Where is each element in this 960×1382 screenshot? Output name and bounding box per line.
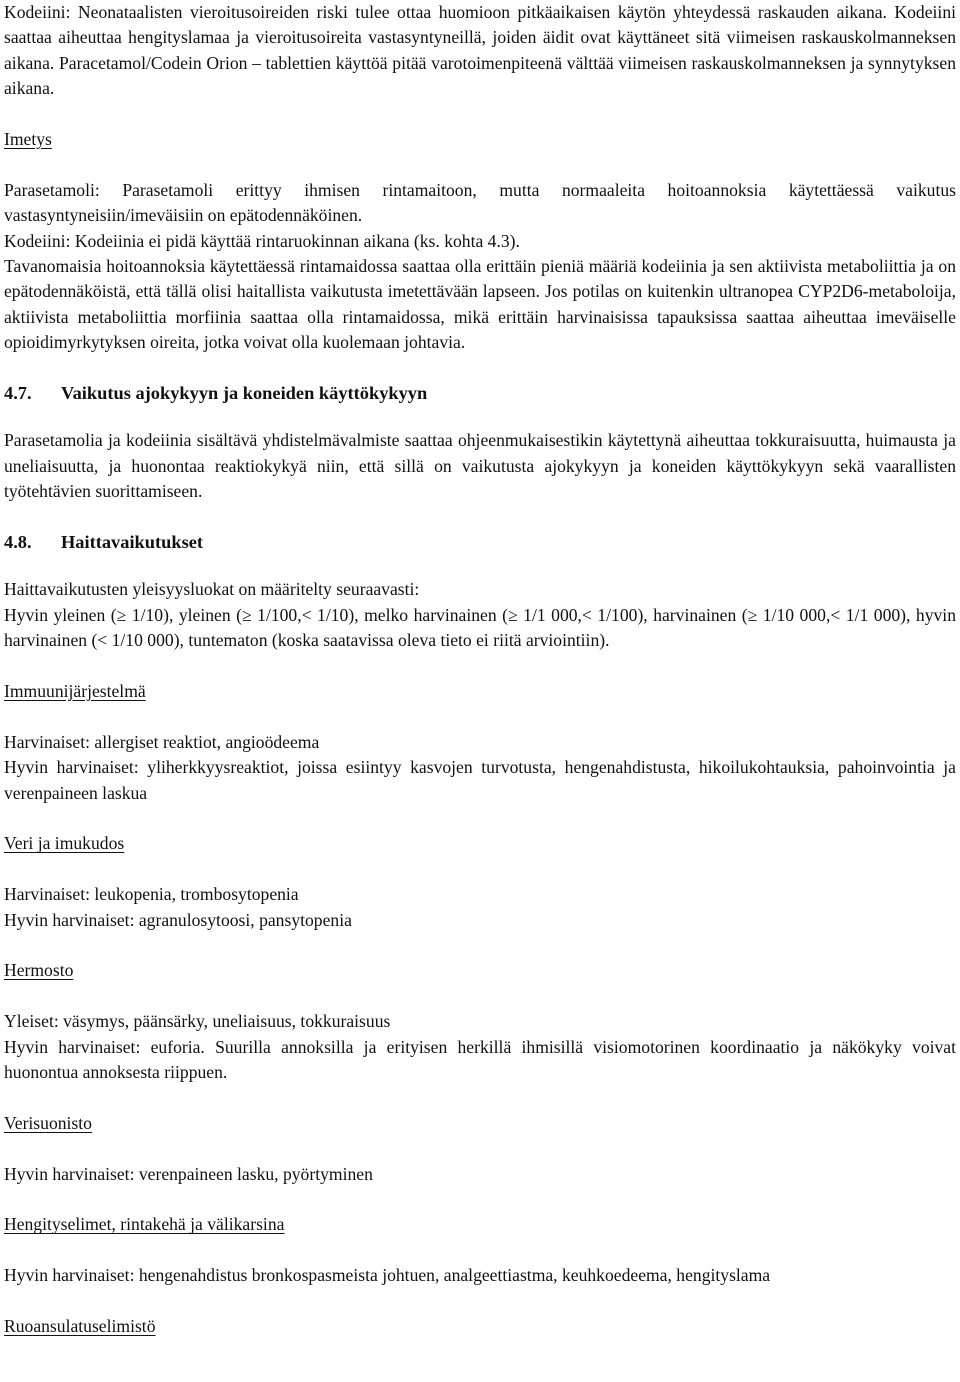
ruoansulatus-heading: Ruoansulatuselimistö [4,1316,156,1337]
imetys-paracetamol-paragraph: Parasetamoli: Parasetamoli erittyy ihmisen rintamaitoon, mutta normaaleita hoitoannoksia käytettäessä vaikutus vastasyntyneisiin/imeväisiin on epätodennäköinen. [4,179,956,226]
section-4-8-number: 4.8. [4,532,32,553]
hengitys-very-rare-line: Hyvin harvinaiset: hengenahdistus bronkospasmeista johtuen, analgeettiastma, keuhkoedeema, hengityslama [4,1265,771,1286]
imetys-codeine-paragraph: Kodeiini: Kodeiinia ei pidä käyttää rintaruokinnan aikana (ks. kohta 4.3). [4,230,520,251]
hermosto-very-rare-line: Hyvin harvinaiset: euforia. Suurilla annoksilla ja erityisen herkillä ihmisillä visiomotorinen koordinaatio ja näkökyky voivat huonontua annoksesta riippuen. [4,1036,956,1083]
immuuni-very-rare-line: Hyvin harvinaiset: yliherkkyysreaktiot, joissa esiintyy kasvojen turvotusta, hengenahdistusta, hikoilukohtauksia, pahoinvointia ja verenpaineen laskua [4,757,956,803]
section-4-7-title: Vaikutus ajokykyyn ja koneiden käyttökykyyn [61,383,428,404]
verisuonisto-very-rare-line: Hyvin harvinaiset: verenpaineen lasku, pyörtyminen [4,1163,373,1184]
veri-very-rare-line: Hyvin harvinaiset: agranulosytoosi, pansytopenia [4,909,352,930]
hermosto-common-line: Yleiset: väsymys, päänsärky, uneliaisuus, tokkuraisuus [4,1011,391,1032]
section-4-8-heading [4,530,956,555]
hermosto-heading: Hermosto [4,960,74,981]
section-4-8-title: Haittavaikutukset [61,532,204,553]
frequency-classes-paragraph: Hyvin yleinen (≥ 1/10), yleinen (≥ 1/100,< 1/10), melko harvinainen (≥ 1/1 000,< 1/100), harvinainen (≥ 1/10 000,< 1/1 000), hyvin harvinainen (< 1/10 000), tuntematon (koska saatavissa oleva tieto ei riitä arviointiin). [4,604,956,651]
veri-rare-line: Harvinaiset: leukopenia, trombosytopenia [4,884,299,905]
section-4-7-paragraph: Parasetamolia ja kodeiinia sisältävä yhdistelmävalmiste saattaa ohjeenmukaisestikin käytettynä aiheuttaa tokkuraisuutta, huimausta ja uneliaisuutta, ja huonontaa reaktiokykyä niin, että sillä on vaikutusta ajokykyyn ja koneiden käyttökykyyn sekä vaarallisten työtehtävien suorittamiseen. [4,430,956,502]
hengitys-heading: Hengityselimet, rintakehä ja välikarsina [4,1214,285,1235]
imetys-heading: Imetys [4,129,52,150]
intro-paragraph: Kodeiini: Neonataalisten vieroitusoireiden riski tulee ottaa huomioon pitkäaikaisen käytön yhteydessä raskauden aikana. Kodeiini saattaa aiheuttaa hengityslamaa ja vieroitusoireita vastasyntyneillä, joiden äidit ovat käyttäneet sitä viimeisen raskauskolmanneksen aikana. Paracetamol/Codein Orion – tablettien käyttöä pitää varotoimenpiteenä välttää viimeisen raskauskolmanneksen ja synnytyksen aikana. [4,2,956,99]
verisuonisto-heading: Verisuonisto [4,1112,92,1133]
frequency-intro-paragraph: Haittavaikutusten yleisyysluokat on määritelty seuraavasti: [4,579,420,600]
immuuni-rare-line: Harvinaiset: allergiset reaktiot, angioödeema [4,731,320,752]
veri-heading: Veri ja imukudos [4,833,125,854]
imetys-breastmilk-paragraph: Tavanomaisia hoitoannoksia käytettäessä rintamaidossa saattaa olla erittäin pieniä määriä kodeiinia ja sen aktiivista metaboliittia ja on epätodennäköistä, että tällä olisi haitallista vaikutusta imetettävään lapseen. Jos potilas on kuitenkin ultranopea CYP2D6-metaboloija, aktiivista metaboliittia morfiinia saattaa olla rintamaidossa, mikä erittäin harvinaisissa tapauksissa saattaa aiheuttaa imeväiselle opioidimyrkytyksen oireita, jotka voivat olla kuolemaan johtavia. [4,256,956,353]
section-4-7-heading [4,381,956,406]
immuuni-heading: Immuunijärjestelmä [4,681,146,702]
document-page [4,0,956,1339]
section-4-7-number: 4.7. [4,383,32,404]
